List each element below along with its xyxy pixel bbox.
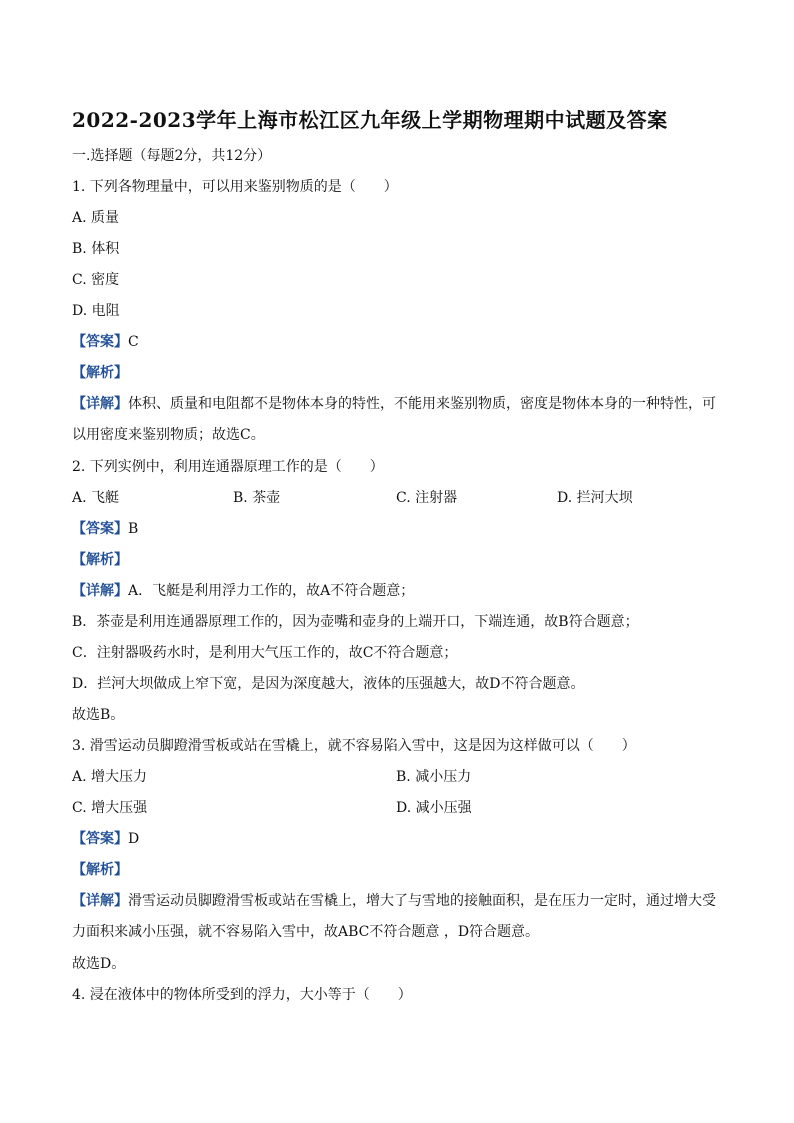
analysis-label: 【解析】 xyxy=(72,552,128,568)
question-3-analysis xyxy=(72,860,128,880)
question-1-option-a: A. 质量 xyxy=(72,210,120,226)
detail-text: 体积、质量和电阻都不是物体本身的特性，不能用来鉴别物质，密度是物体本身的一种特性，可以用密度来鉴别物质；故选C。 xyxy=(72,396,716,443)
answer-value: B xyxy=(128,521,139,537)
question-3-option-a: A. 增大压力 xyxy=(72,769,148,785)
question-1-detail xyxy=(72,389,722,451)
answer-value: D xyxy=(128,831,140,847)
section-heading: 一.选择题（每题2分，共12分） xyxy=(72,148,272,164)
question-3-option-b: B. 减小压力 xyxy=(396,769,472,785)
question-2-detail-d: D．拦河大坝做成上窄下宽，是因为深度越大，液体的压强越大，故D不符合题意。 xyxy=(72,676,585,692)
question-3-option-d: D. 减小压强 xyxy=(396,800,472,816)
answer-label: 【答案】 xyxy=(72,831,128,847)
detail-text: A．飞艇是利用浮力工作的，故A不符合题意； xyxy=(128,583,415,599)
question-3-detail xyxy=(72,886,722,948)
question-2-analysis xyxy=(72,550,128,570)
answer-label: 【答案】 xyxy=(72,334,128,350)
question-3-stem: 3. 滑雪运动员脚蹬滑雪板或站在雪橇上，就不容易陷入雪中，这是因为这样做可以（ ） xyxy=(72,738,636,754)
question-2-conclusion: 故选B。 xyxy=(72,707,125,723)
question-1-stem: 1. 下列各物理量中，可以用来鉴别物质的是（ ） xyxy=(72,179,398,195)
question-2-detail-c: C．注射器吸药水时，是利用大气压工作的，故C不符合题意； xyxy=(72,645,458,661)
document-title: 2022-2023学年上海市松江区九年级上学期物理期中试题及答案 xyxy=(72,108,668,132)
question-1-analysis xyxy=(72,363,128,383)
question-1-option-d: D. 电阻 xyxy=(72,303,120,319)
question-2-detail-a xyxy=(72,581,414,601)
question-2-option-b: B. 茶壶 xyxy=(233,490,281,506)
detail-label: 【详解】 xyxy=(72,893,128,909)
detail-text: 滑雪运动员脚蹬滑雪板或站在雪橇上，增大了与雪地的接触面积，是在压力一定时，通过增大受力面积来减小压强，就不容易陷入雪中，故ABC不符合题意 ，D符合题意。 xyxy=(72,893,716,940)
analysis-label: 【解析】 xyxy=(72,862,128,878)
question-3-option-c: C. 增大压强 xyxy=(72,800,148,816)
question-1-answer xyxy=(72,332,139,352)
analysis-label: 【解析】 xyxy=(72,365,128,381)
question-1-option-c: C. 密度 xyxy=(72,272,120,288)
question-3-conclusion: 故选D。 xyxy=(72,956,126,972)
question-3-answer xyxy=(72,829,139,849)
question-2-option-a: A. 飞艇 xyxy=(72,490,120,506)
answer-label: 【答案】 xyxy=(72,521,128,537)
question-2-detail-b: B．茶壶是利用连通器原理工作的，因为壶嘴和壶身的上端开口，下端连通，故B符合题意； xyxy=(72,614,639,630)
answer-value: C xyxy=(128,334,139,350)
detail-label: 【详解】 xyxy=(72,583,128,599)
question-1-option-b: B. 体积 xyxy=(72,241,120,257)
question-2-stem: 2. 下列实例中，利用连通器原理工作的是（ ） xyxy=(72,459,384,475)
question-2-option-d: D. 拦河大坝 xyxy=(557,490,633,506)
question-2-option-c: C. 注射器 xyxy=(396,490,458,506)
question-2-answer xyxy=(72,519,138,539)
detail-label: 【详解】 xyxy=(72,396,128,412)
question-4-stem: 4. 浸在液体中的物体所受到的浮力，大小等于（ ） xyxy=(72,987,412,1003)
